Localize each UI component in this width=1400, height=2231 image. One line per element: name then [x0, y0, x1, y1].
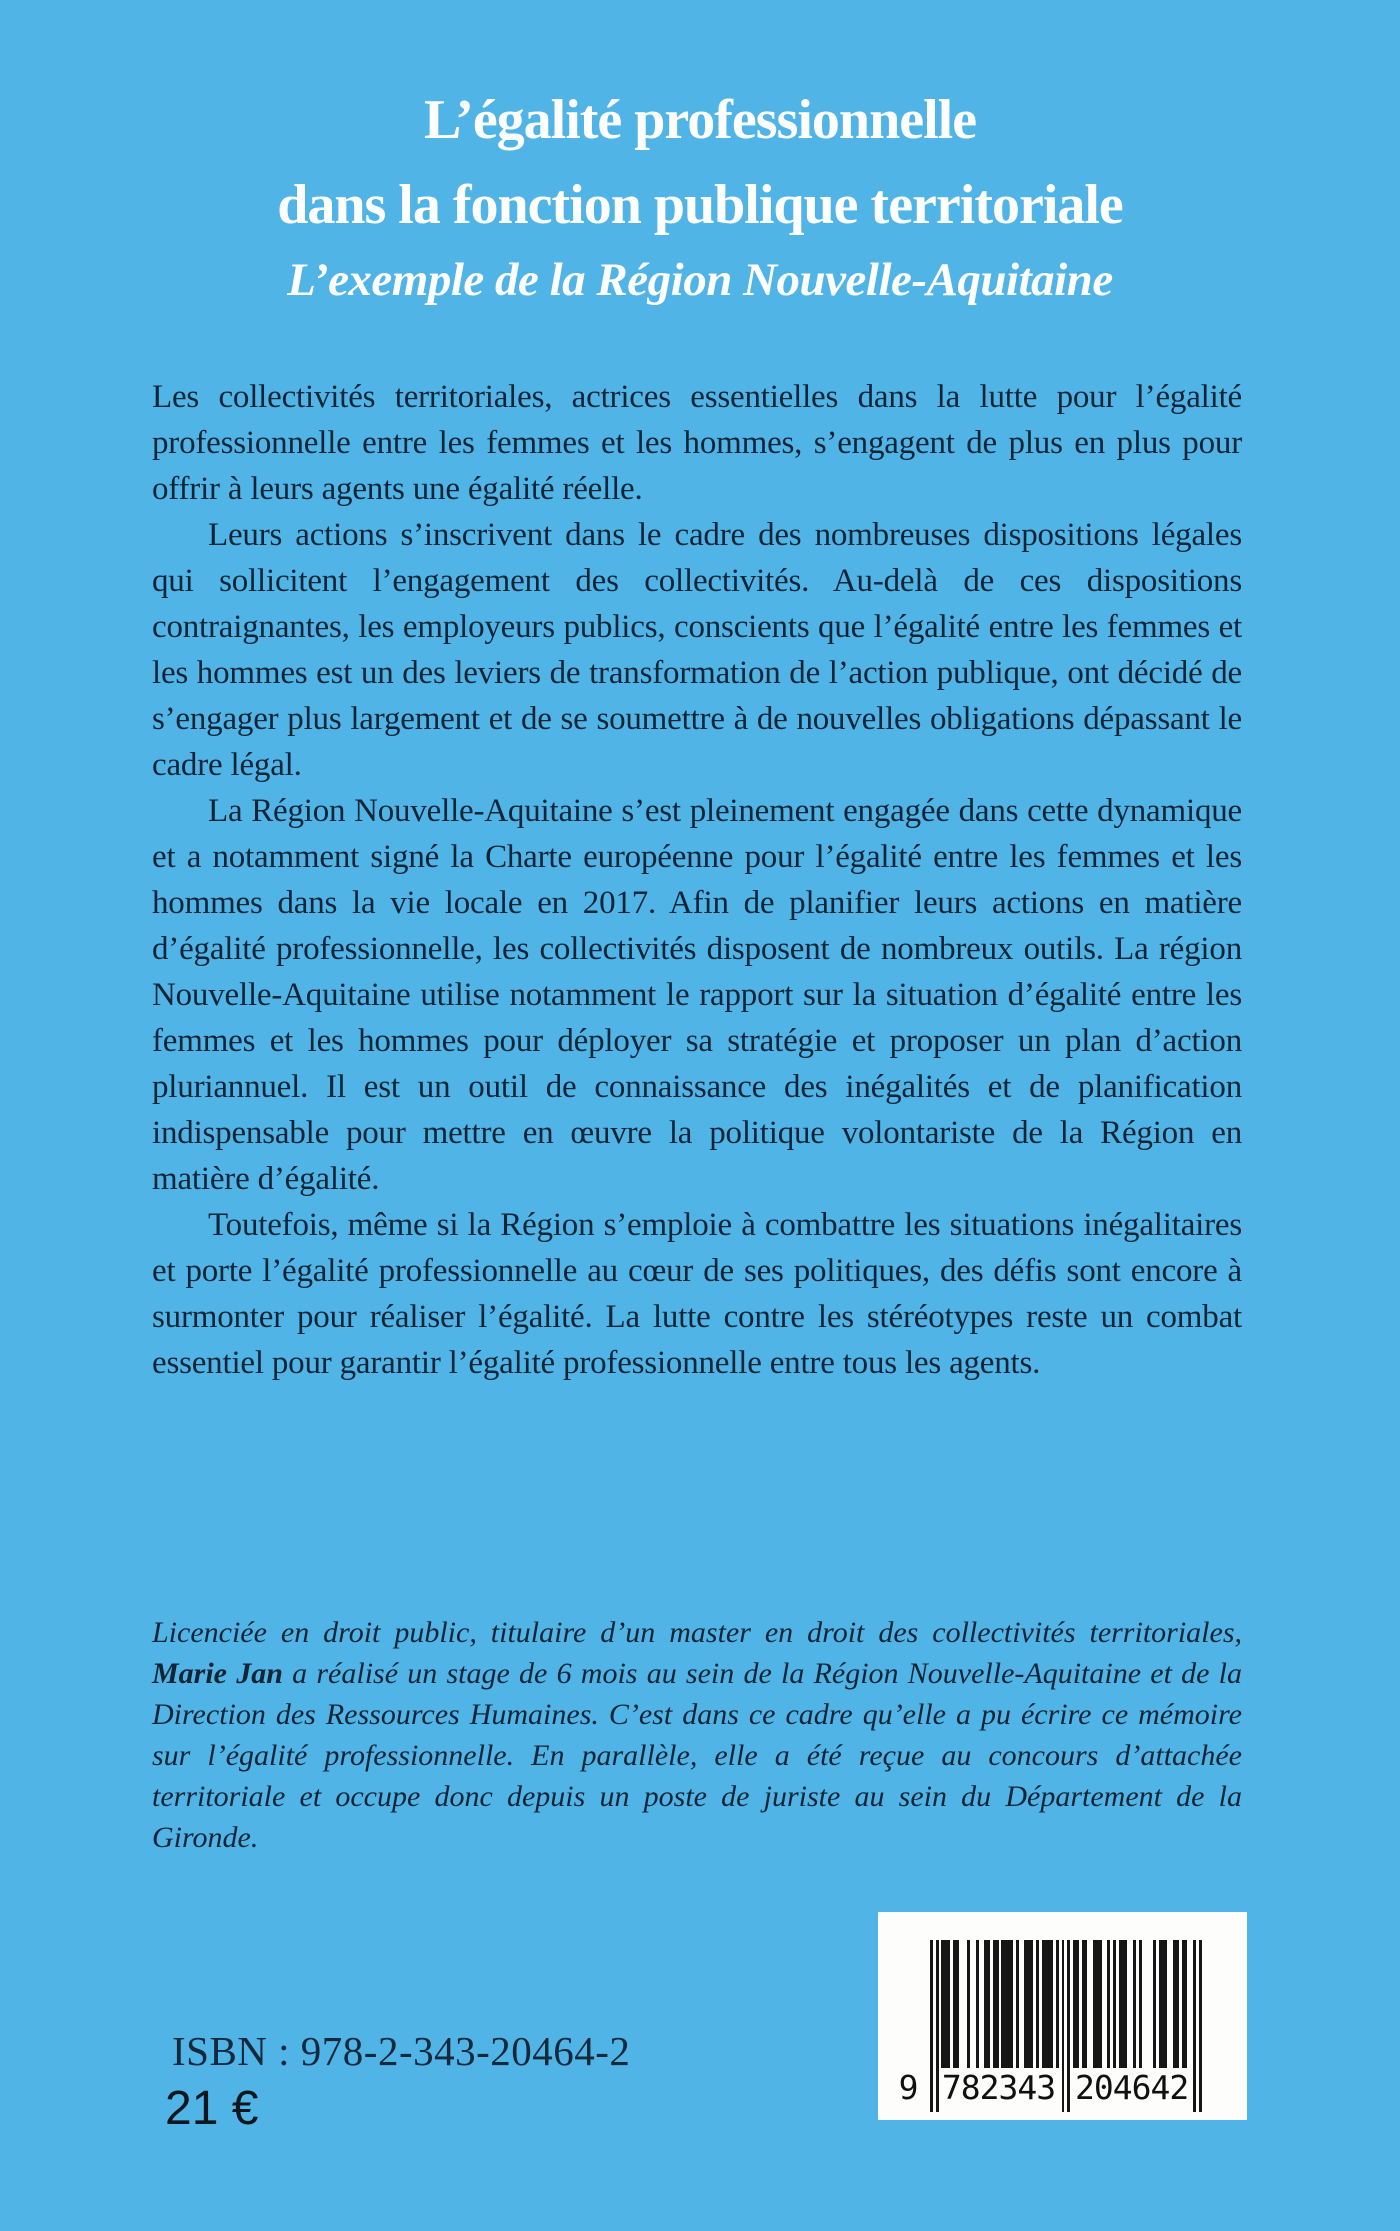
- barcode-digit-first: 9: [898, 2068, 918, 2107]
- author-name: Marie Jan: [152, 1657, 283, 1690]
- book-title: [0, 78, 1400, 248]
- bio-text-after-name: a réalisé un stage de 6 mois au sein de la Région Nouvelle-Aquitaine et de la Direction des Ressources Humaines. C’est dans ce cadre qu’elle a pu écrire ce mémoire sur l’égalité professionnelle. En parallèle, elle a été reçue au concours d’attachée territoriale et occupe donc depuis un poste de juriste au sein du Département de la Gironde.: [152, 1657, 1243, 1854]
- barcode-digits-left-group: 782343: [941, 2068, 1056, 2107]
- isbn-text: ISBN : 978-2-343-20464-2: [172, 2028, 631, 2074]
- title-block: [0, 78, 1400, 248]
- bio-text-before-name: Licenciée en droit public, titulaire d’un master en droit des collectivités territoriales,: [152, 1616, 1242, 1649]
- book-title-line1: L’égalité professionnelle: [423, 89, 977, 151]
- price-text: 21 €: [165, 2082, 259, 2135]
- synopsis-text: [152, 374, 1242, 1386]
- synopsis-paragraph-4: Toutefois, même si la Région s’emploie à combattre les situations inégalitaires et porte l’égalité professionnelle au cœur de ses politiques, des défis sont encore à surmonter pour réaliser l’égalité. La lutte contre les stéréotypes reste un combat essentiel pour garantir l’égalité professionnelle entre tous les agents.: [152, 1207, 1242, 1381]
- barcode-panel: [878, 1912, 1247, 2120]
- author-bio-text: [152, 1612, 1242, 1858]
- barcode-digits-right-group: 204642: [1075, 2068, 1189, 2107]
- synopsis-paragraph-3: La Région Nouvelle-Aquitaine s’est pleinement engagée dans cette dynamique et a notamment signé la Charte européenne pour l’égalité entre les femmes et les hommes dans la vie locale en 2017. Afin de planifier leurs actions en matière d’égalité professionnelle, les collectivités disposent de nombreux outils. La région Nouvelle-Aquitaine utilise notamment le rapport sur la situation d’égalité entre les femmes et les hommes pour déployer sa stratégie et proposer un plan d’action pluriannuel. Il est un outil de connaissance des inégalités et de planification indispensable pour mettre en œuvre la politique volontariste de la Région en matière d’égalité.: [152, 793, 1242, 1197]
- book-subtitle: L’exemple de la Région Nouvelle-Aquitaine: [287, 254, 1113, 306]
- book-title-line2: dans la fonction publique territoriale: [277, 174, 1123, 236]
- synopsis-paragraph-2: Leurs actions s’inscrivent dans le cadre des nombreuses dispositions légales qui sollicitent l’engagement des collectivités. Au-delà de ces dispositions contraignantes, les employeurs publics, conscients que l’égalité entre les femmes et les hommes est un des leviers de transformation de l’action publique, ont décidé de s’engager plus largement et de se soumettre à de nouvelles obligations dépassant le cadre légal.: [152, 517, 1242, 783]
- author-bio: [152, 1612, 1242, 1858]
- synopsis-paragraph-1: Les collectivités territoriales, actrices essentielles dans la lutte pour l’égalité professionnelle entre les femmes et les hommes, s’engagent de plus en plus pour offrir à leurs agents une égalité réelle.: [152, 379, 1242, 507]
